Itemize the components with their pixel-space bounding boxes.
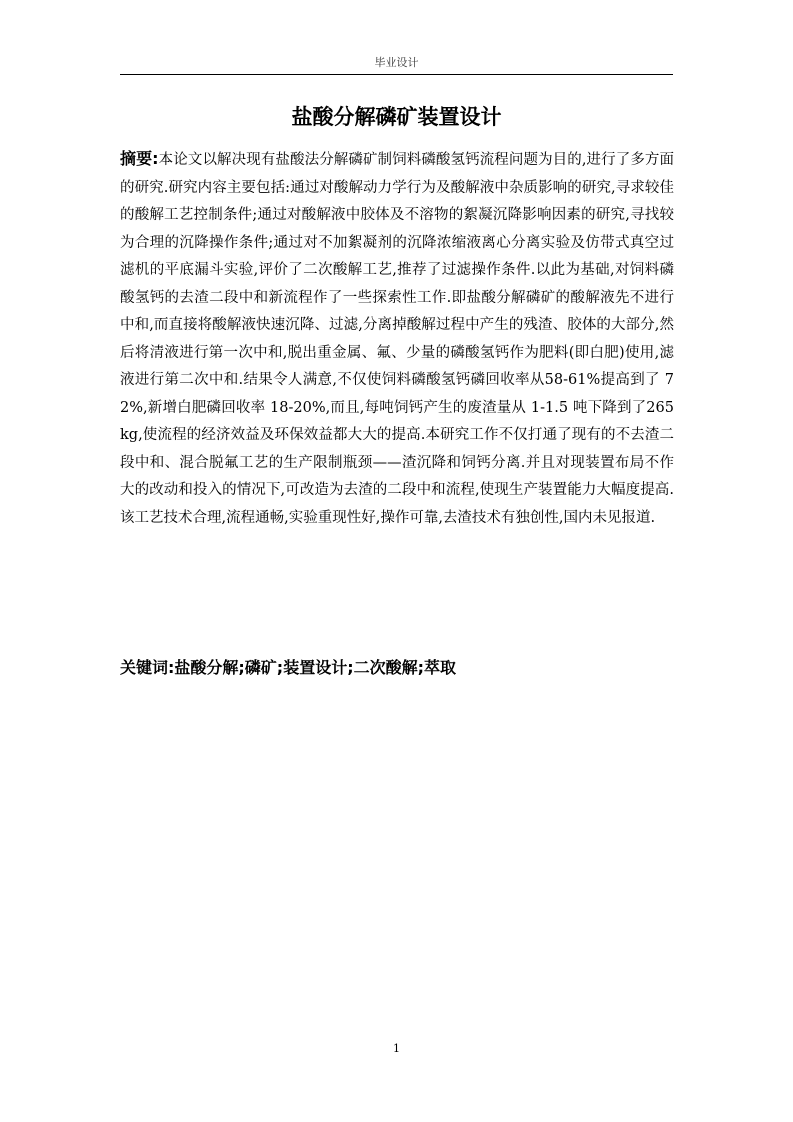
document-title: 盐酸分解磷矿装置设计 bbox=[291, 105, 502, 129]
running-header: 毕业设计 bbox=[374, 56, 419, 69]
abstract-text: 本论文以解决现有盐酸法分解磷矿制饲料磷酸氢钙流程问题为目的,进行了多方面的研究.研究内容主要包括:通过对酸解动力学行为及酸解液中杂质影响的研究,寻求较佳的酸解工艺控制条件;通过对酸解液中胶体及不溶物的絮凝沉降影响因素的研究,寻找较为合理的沉降操作条件;通过对不加絮凝剂的沉降浓缩液离心分离实验及仿带式真空过滤机的平底漏斗实验,评价了二次酸解工艺,推荐了过滤操作条件.以此为基础,对饲料磷酸氢钙的去渣二段中和新流程作了一些探索性工作.即盐酸分解磷矿的酸解液先不进行中和,而直接将酸解液快速沉降、过滤,分离掉酸解过程中产生的残渣、胶体的大部分,然后将清液进行第一次中和,脱出重金属、氟、少量的磷酸氢钙作为肥料(即白肥)使用,滤液进行第二次中和.结果令人满意,不仅使饲料磷酸氢钙磷回收率从58-61%提高到了 72%,新增白肥磷回收率 18-20%,而且,每吨饲钙产生的废渣量从 1-1.5 吨下降到了265kg,使流程的经济效益及环保效益都大大的提高.本研究工作不仅打通了现有的不去渣二段中和、混合脱氟工艺的生产限制瓶颈——渣沉降和饲钙分离.并且对现装置布局不作大的改动和投入的情况下,可改造为去渣的二段中和流程,使现生产装置能力大幅度提高.该工艺技术合理,流程通畅,实验重现性好,操作可靠,去渣技术有独创性,国内未见报道. bbox=[120, 152, 675, 526]
page-number: 1 bbox=[393, 1042, 400, 1055]
keywords-line: 关键词:盐酸分解;磷矿;装置设计;二次酸解;萃取 bbox=[120, 658, 456, 677]
header-divider bbox=[120, 74, 673, 75]
abstract-paragraph bbox=[120, 145, 674, 532]
abstract-label: 摘要: bbox=[120, 149, 159, 168]
